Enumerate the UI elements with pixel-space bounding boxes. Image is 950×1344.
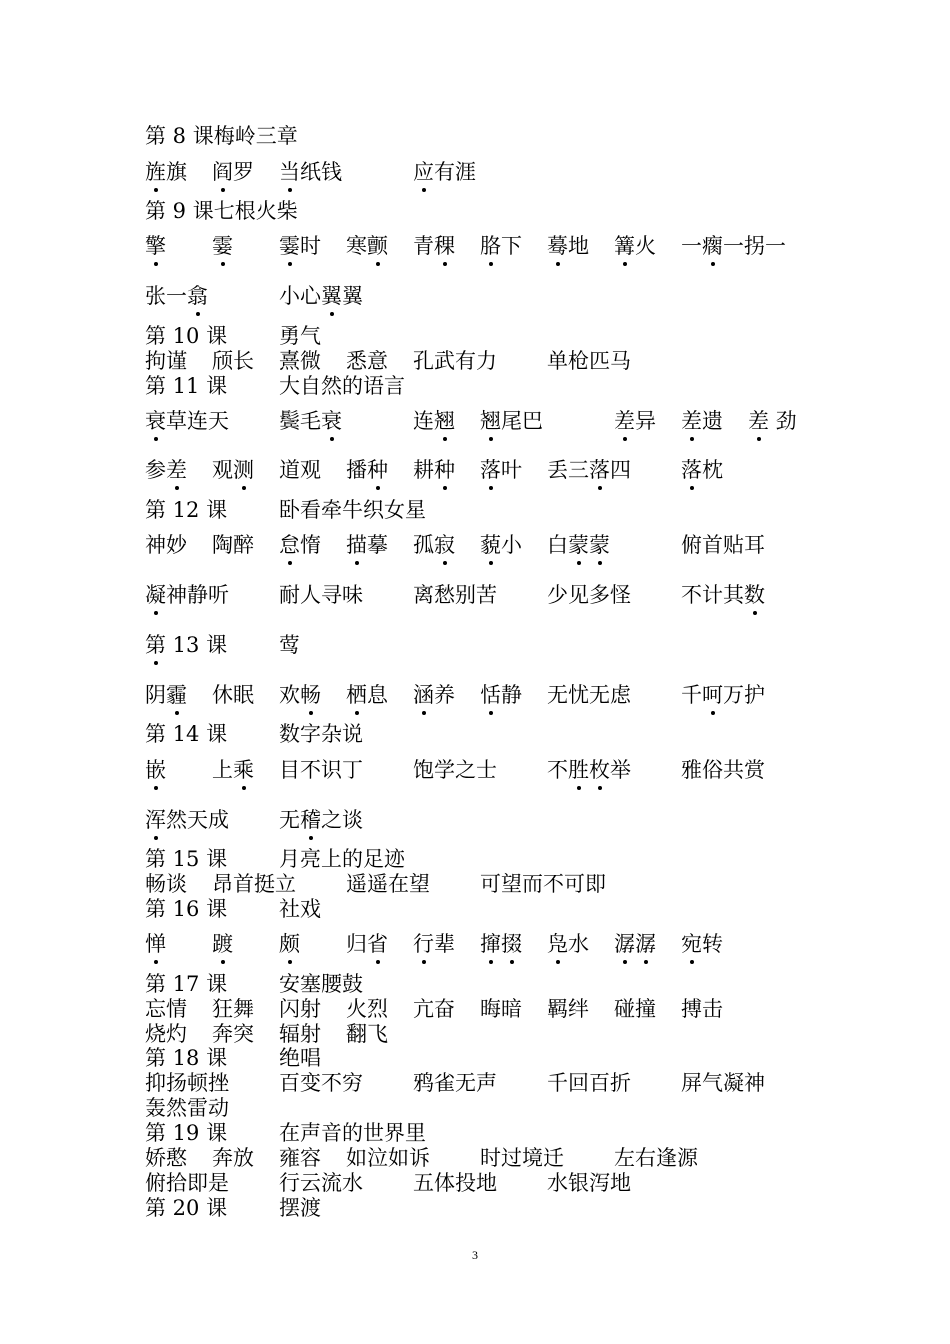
emphasis-char: 翕 bbox=[187, 284, 208, 308]
vocab-entry: 左右逢源 bbox=[614, 1146, 698, 1170]
emphasis-char: 霎 bbox=[279, 234, 300, 258]
vocab-entry: 俯首贴耳 bbox=[681, 533, 765, 557]
emphasis-char: 畅 bbox=[300, 683, 321, 707]
emphasis-char: 凝 bbox=[145, 583, 166, 607]
vocab-entry: 行云流水 bbox=[279, 1171, 363, 1195]
vocab-entry: 在声音的世界里 bbox=[279, 1121, 426, 1145]
emphasis-char: 撺 bbox=[480, 932, 501, 956]
vocab-entry: 恬静 bbox=[480, 683, 522, 707]
vocab-entry: 阴霾 bbox=[145, 683, 187, 707]
vocab-entry: 翘尾巴 bbox=[480, 409, 543, 433]
emphasis-char: 涵 bbox=[413, 683, 434, 707]
vocab-entry: 数字杂说 bbox=[279, 722, 363, 746]
emphasis-char: 栖 bbox=[346, 683, 367, 707]
vocab-entry: 娇憨 bbox=[145, 1146, 187, 1170]
vocab-entry: 辐射 bbox=[279, 1022, 321, 1046]
vocab-entry: 青稞 bbox=[413, 234, 455, 258]
vocab-entry: 第 14 课 bbox=[145, 722, 228, 746]
vocab-entry: 水银泻地 bbox=[547, 1171, 631, 1195]
emphasis-char: 凫 bbox=[547, 932, 568, 956]
vocab-entry bbox=[614, 932, 656, 956]
vocab-entry: 差遗 bbox=[681, 409, 723, 433]
emphasis-char: 踱 bbox=[212, 932, 233, 956]
vocab-entry: 描摹 bbox=[346, 533, 388, 557]
vocab-entry: 上乘 bbox=[212, 758, 254, 782]
emphasis-char: 种 bbox=[367, 458, 388, 482]
vocab-entry: 五体投地 bbox=[413, 1171, 497, 1195]
vocab-entry: 鸦雀无声 bbox=[413, 1071, 497, 1095]
vocab-entry: 少见多怪 bbox=[547, 583, 631, 607]
vocab-entry: 涵养 bbox=[413, 683, 455, 707]
emphasis-char: 当 bbox=[279, 160, 300, 184]
vocab-entry: 栖息 bbox=[346, 683, 388, 707]
emphasis-char: 呵 bbox=[702, 683, 723, 707]
vocab-entry: 第 13 课 bbox=[145, 633, 228, 657]
emphasis-char: 藐 bbox=[480, 533, 501, 557]
vocab-entry: 宛转 bbox=[681, 932, 723, 956]
emphasis-char: 瘸 bbox=[702, 234, 723, 258]
vocab-entry bbox=[145, 758, 166, 782]
vocab-entry: 不计其数 bbox=[681, 583, 765, 607]
emphasis-char: 落 bbox=[480, 458, 501, 482]
emphasis-char: 翘 bbox=[434, 409, 455, 433]
emphasis-char: 浑 bbox=[145, 808, 166, 832]
vocab-entry: 第 11 课 bbox=[145, 374, 228, 398]
vocab-entry: 大自然的语言 bbox=[279, 374, 405, 398]
vocab-entry: 单枪匹马 bbox=[547, 349, 631, 373]
vocab-entry: 浑然天成 bbox=[145, 808, 229, 832]
emphasis-char: 差 bbox=[748, 409, 769, 433]
vocab-entry: 耐人寻味 bbox=[279, 583, 363, 607]
vocab-entry: 白蒙蒙 bbox=[547, 533, 610, 557]
emphasis-char: 潺 bbox=[635, 932, 656, 956]
emphasis-char: 应 bbox=[413, 160, 434, 184]
vocab-entry: 屏气凝神 bbox=[681, 1071, 765, 1095]
vocab-entry: 卧看牵牛织女星 bbox=[279, 498, 426, 522]
emphasis-char: 霎 bbox=[212, 234, 233, 258]
vocab-entry: 凝神静听 bbox=[145, 583, 229, 607]
vocab-entry: 饱学之士 bbox=[413, 758, 497, 782]
vocab-entry: 奔突 bbox=[212, 1022, 254, 1046]
emphasis-char: 翘 bbox=[480, 409, 501, 433]
vocab-entry: 第 18 课 bbox=[145, 1046, 228, 1070]
emphasis-char: 差 bbox=[614, 409, 635, 433]
vocab-entry: 旌旗 bbox=[145, 160, 187, 184]
emphasis-char: 颇 bbox=[279, 932, 300, 956]
vocab-entry: 落枕 bbox=[681, 458, 723, 482]
vocab-entry: 颀长 bbox=[212, 349, 254, 373]
emphasis-char: 描 bbox=[346, 533, 367, 557]
vocab-entry: 第 20 课 bbox=[145, 1196, 228, 1220]
emphasis-char: 嵌 bbox=[145, 758, 166, 782]
vocab-entry: 张一翕 bbox=[145, 284, 208, 308]
vocab-entry: 离愁别苦 bbox=[413, 583, 497, 607]
emphasis-char: 衰 bbox=[145, 409, 166, 433]
vocab-entry: 寒颤 bbox=[346, 234, 388, 258]
vocab-entry: 雅俗共赏 bbox=[681, 758, 765, 782]
emphasis-char: 落 bbox=[589, 458, 610, 482]
emphasis-char: 省 bbox=[367, 932, 388, 956]
vocab-entry: 如泣如诉 bbox=[346, 1146, 430, 1170]
vocab-entry: 第 19 课 bbox=[145, 1121, 228, 1145]
page-number: 3 bbox=[472, 1248, 478, 1262]
vocab-entry: 莺 bbox=[279, 633, 300, 657]
emphasis-char: 数 bbox=[744, 583, 765, 607]
vocab-entry: 陶醉 bbox=[212, 533, 254, 557]
vocab-entry: 安塞腰鼓 bbox=[279, 972, 363, 996]
vocab-entry: 畅谈 bbox=[145, 872, 187, 896]
vocab-entry: 月亮上的足迹 bbox=[279, 847, 405, 871]
vocab-entry: 藐小 bbox=[480, 533, 522, 557]
emphasis-char: 阎 bbox=[212, 160, 233, 184]
emphasis-char: 枚 bbox=[589, 758, 610, 782]
vocab-entry: 社戏 bbox=[279, 897, 321, 921]
vocab-entry bbox=[212, 234, 233, 258]
emphasis-char: 掇 bbox=[501, 932, 522, 956]
emphasis-char: 颤 bbox=[367, 234, 388, 258]
vocab-entry: 凫水 bbox=[547, 932, 589, 956]
vocab-entry: 连翘 bbox=[413, 409, 455, 433]
vocab-entry: 欢畅 bbox=[279, 683, 321, 707]
vocab-entry: 阎罗 bbox=[212, 160, 254, 184]
vocab-entry: 羁绊 bbox=[547, 997, 589, 1021]
vocab-entry: 差异 bbox=[614, 409, 656, 433]
vocab-entry: 行辈 bbox=[413, 932, 455, 956]
vocab-entry: 耕种 bbox=[413, 458, 455, 482]
vocab-entry: 第 15 课 bbox=[145, 847, 228, 871]
vocab-entry: 百变不穷 bbox=[279, 1071, 363, 1095]
vocab-entry: 遥遥在望 bbox=[346, 872, 430, 896]
vocab-entry bbox=[145, 932, 166, 956]
vocab-entry: 摆渡 bbox=[279, 1196, 321, 1220]
emphasis-char: 行 bbox=[413, 932, 434, 956]
emphasis-char: 旌 bbox=[145, 160, 166, 184]
emphasis-char: 蒙 bbox=[568, 533, 589, 557]
emphasis-char: 第 bbox=[145, 633, 166, 657]
emphasis-char: 差 bbox=[166, 458, 187, 482]
vocab-entry: 篝火 bbox=[614, 234, 656, 258]
vocab-entry: 无忧无虑 bbox=[547, 683, 631, 707]
vocab-entry: 第 10 课 bbox=[145, 324, 228, 348]
emphasis-char: 落 bbox=[681, 458, 702, 482]
vocab-entry: 休眠 bbox=[212, 683, 254, 707]
vocab-entry bbox=[212, 932, 233, 956]
emphasis-char: 胜 bbox=[568, 758, 589, 782]
vocab-entry: 第 8 课梅岭三章 bbox=[145, 124, 298, 148]
emphasis-char: 寂 bbox=[434, 533, 455, 557]
emphasis-char: 霾 bbox=[166, 683, 187, 707]
vocab-entry: 轰然雷动 bbox=[145, 1096, 229, 1120]
vocab-entry: 抑扬顿挫 bbox=[145, 1071, 229, 1095]
vocab-entry: 不胜枚举 bbox=[547, 758, 631, 782]
vocab-entry: 昂首挺立 bbox=[212, 872, 296, 896]
emphasis-char: 潺 bbox=[614, 932, 635, 956]
vocab-entry: 火烈 bbox=[346, 997, 388, 1021]
vocab-entry: 忘情 bbox=[145, 997, 187, 1021]
emphasis-char: 测 bbox=[233, 458, 254, 482]
vocab-entry: 应有涯 bbox=[413, 160, 476, 184]
vocab-entry: 蓦地 bbox=[547, 234, 589, 258]
vocab-entry: 悉意 bbox=[346, 349, 388, 373]
vocab-entry: 碰撞 bbox=[614, 997, 656, 1021]
vocab-entry: 亢奋 bbox=[413, 997, 455, 1021]
vocab-entry: 千呵万护 bbox=[681, 683, 765, 707]
emphasis-char: 篝 bbox=[614, 234, 635, 258]
vocab-entry: 第 9 课七根火柴 bbox=[145, 199, 298, 223]
vocab-entry: 落叶 bbox=[480, 458, 522, 482]
vocab-entry bbox=[145, 234, 166, 258]
vocab-entry: 翻飞 bbox=[346, 1022, 388, 1046]
emphasis-char: 稽 bbox=[300, 808, 321, 832]
emphasis-char: 蓦 bbox=[547, 234, 568, 258]
emphasis-char: 惮 bbox=[145, 932, 166, 956]
vocab-entry: 绝唱 bbox=[279, 1046, 321, 1070]
emphasis-char: 种 bbox=[434, 458, 455, 482]
vocab-entry: 小心翼翼 bbox=[279, 284, 363, 308]
emphasis-char: 差 bbox=[681, 409, 702, 433]
vocab-entry: 丢三落四 bbox=[547, 458, 631, 482]
vocab-entry: 目不识丁 bbox=[279, 758, 363, 782]
vocab-entry: 一瘸一拐一 bbox=[681, 234, 786, 258]
vocab-entry: 胳下 bbox=[480, 234, 522, 258]
vocab-entry: 归省 bbox=[346, 932, 388, 956]
vocab-entry: 晦暗 bbox=[480, 997, 522, 1021]
emphasis-char: 稞 bbox=[434, 234, 455, 258]
vocab-entry: 播种 bbox=[346, 458, 388, 482]
vocab-entry: 当纸钱 bbox=[279, 160, 342, 184]
vocab-entry: 道观 bbox=[279, 458, 321, 482]
emphasis-char: 蒙 bbox=[589, 533, 610, 557]
emphasis-char: 恬 bbox=[480, 683, 501, 707]
vocab-entry: 第 16 课 bbox=[145, 897, 228, 921]
vocab-entry: 参差 bbox=[145, 458, 187, 482]
vocab-entry: 孔武有力 bbox=[413, 349, 497, 373]
vocab-entry: 孤寂 bbox=[413, 533, 455, 557]
vocab-entry: 搏击 bbox=[681, 997, 723, 1021]
vocab-entry: 可望而不可即 bbox=[480, 872, 606, 896]
vocab-entry: 闪射 bbox=[279, 997, 321, 1021]
vocab-entry: 第 17 课 bbox=[145, 972, 228, 996]
emphasis-char: 乘 bbox=[233, 758, 254, 782]
vocab-entry: 烧灼 bbox=[145, 1022, 187, 1046]
vocab-entry: 怠惰 bbox=[279, 533, 321, 557]
vocab-entry: 第 12 课 bbox=[145, 498, 228, 522]
vocab-entry bbox=[279, 932, 300, 956]
vocab-entry bbox=[480, 932, 522, 956]
vocab-entry: 差 劲 bbox=[748, 409, 797, 433]
emphasis-char: 宛 bbox=[681, 932, 702, 956]
vocab-entry: 熹微 bbox=[279, 349, 321, 373]
emphasis-char: 怠 bbox=[279, 533, 300, 557]
vocab-entry: 勇气 bbox=[279, 324, 321, 348]
vocab-entry: 狂舞 bbox=[212, 997, 254, 1021]
vocab-entry: 千回百折 bbox=[547, 1071, 631, 1095]
vocab-entry: 鬓毛衰 bbox=[279, 409, 342, 433]
vocab-entry: 观测 bbox=[212, 458, 254, 482]
emphasis-char: 擎 bbox=[145, 234, 166, 258]
vocab-entry: 俯拾即是 bbox=[145, 1171, 229, 1195]
vocab-entry: 时过境迁 bbox=[480, 1146, 564, 1170]
vocab-entry: 无稽之谈 bbox=[279, 808, 363, 832]
vocab-entry: 拘谨 bbox=[145, 349, 187, 373]
vocab-entry: 霎时 bbox=[279, 234, 321, 258]
emphasis-char: 衰 bbox=[321, 409, 342, 433]
vocab-entry: 神妙 bbox=[145, 533, 187, 557]
emphasis-char: 胳 bbox=[480, 234, 501, 258]
vocab-entry: 雍容 bbox=[279, 1146, 321, 1170]
vocab-entry: 奔放 bbox=[212, 1146, 254, 1170]
vocab-entry: 衰草连天 bbox=[145, 409, 229, 433]
emphasis-char: 翼 bbox=[321, 284, 342, 308]
